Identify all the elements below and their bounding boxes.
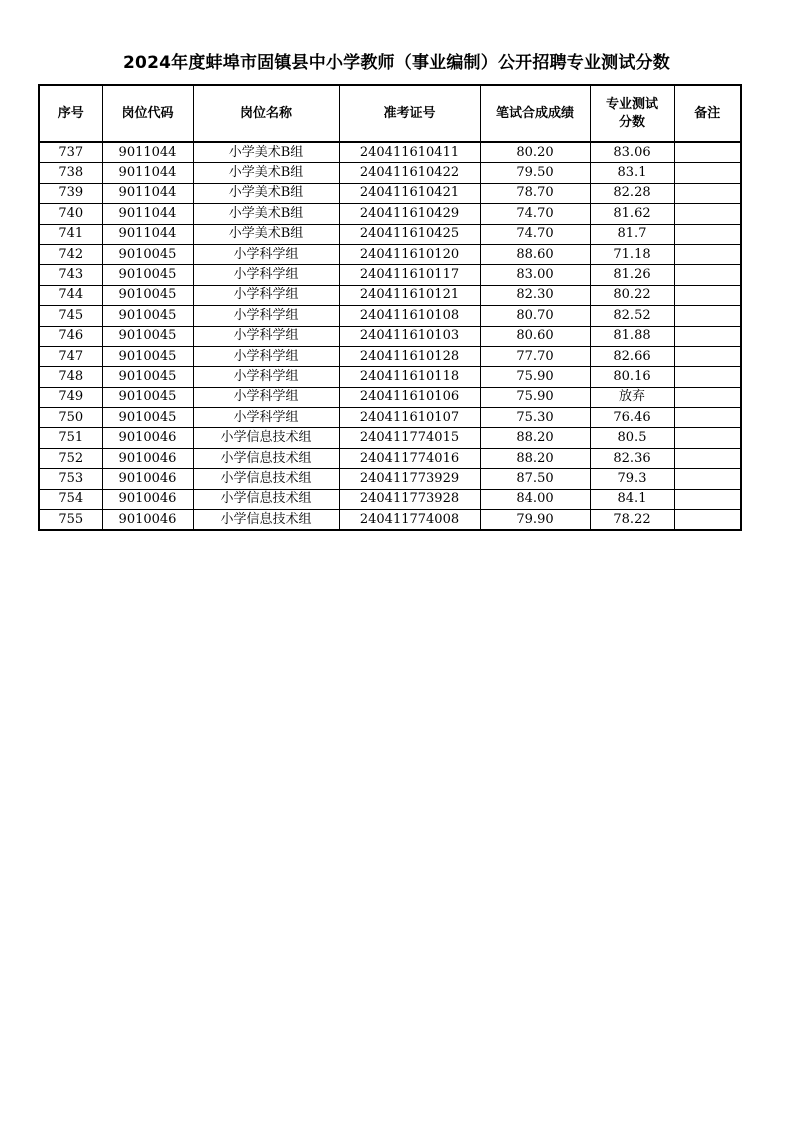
header-position-name: 岗位名称 bbox=[193, 85, 339, 142]
cell-written-score: 77.70 bbox=[480, 346, 590, 366]
cell-written-score: 75.90 bbox=[480, 387, 590, 407]
cell-position-name: 小学科学组 bbox=[193, 367, 339, 387]
table-row bbox=[39, 346, 741, 366]
cell-remarks bbox=[674, 142, 741, 163]
cell-position-name: 小学科学组 bbox=[193, 285, 339, 305]
cell-professional-score: 80.16 bbox=[590, 367, 674, 387]
cell-professional-score: 81.26 bbox=[590, 265, 674, 285]
cell-seq: 751 bbox=[39, 428, 102, 448]
cell-ticket-no: 240411610425 bbox=[339, 224, 480, 244]
cell-ticket-no: 240411773929 bbox=[339, 469, 480, 489]
cell-remarks bbox=[674, 265, 741, 285]
cell-ticket-no: 240411774008 bbox=[339, 510, 480, 531]
cell-ticket-no: 240411610121 bbox=[339, 285, 480, 305]
cell-remarks bbox=[674, 346, 741, 366]
cell-ticket-no: 240411610106 bbox=[339, 387, 480, 407]
header-remarks: 备注 bbox=[674, 85, 741, 142]
cell-remarks bbox=[674, 326, 741, 346]
cell-professional-score: 83.06 bbox=[590, 142, 674, 163]
table-body bbox=[39, 142, 741, 530]
cell-professional-score: 82.66 bbox=[590, 346, 674, 366]
header-seq: 序号 bbox=[39, 85, 102, 142]
table-row bbox=[39, 224, 741, 244]
cell-seq: 742 bbox=[39, 244, 102, 264]
cell-professional-score: 80.5 bbox=[590, 428, 674, 448]
table-row bbox=[39, 204, 741, 224]
cell-remarks bbox=[674, 367, 741, 387]
table-row bbox=[39, 489, 741, 509]
cell-position-name: 小学信息技术组 bbox=[193, 510, 339, 531]
cell-position-name: 小学美术B组 bbox=[193, 224, 339, 244]
cell-position-name: 小学信息技术组 bbox=[193, 469, 339, 489]
cell-professional-score: 82.28 bbox=[590, 183, 674, 203]
table-row bbox=[39, 285, 741, 305]
cell-position-code: 9010045 bbox=[102, 265, 193, 285]
cell-ticket-no: 240411610117 bbox=[339, 265, 480, 285]
cell-ticket-no: 240411773928 bbox=[339, 489, 480, 509]
cell-position-name: 小学美术B组 bbox=[193, 204, 339, 224]
cell-ticket-no: 240411610120 bbox=[339, 244, 480, 264]
header-row bbox=[39, 85, 741, 142]
table-row bbox=[39, 387, 741, 407]
cell-written-score: 82.30 bbox=[480, 285, 590, 305]
cell-seq: 745 bbox=[39, 306, 102, 326]
cell-ticket-no: 240411610107 bbox=[339, 408, 480, 428]
cell-written-score: 78.70 bbox=[480, 183, 590, 203]
cell-position-name: 小学信息技术组 bbox=[193, 428, 339, 448]
table-row bbox=[39, 448, 741, 468]
cell-ticket-no: 240411610429 bbox=[339, 204, 480, 224]
cell-seq: 747 bbox=[39, 346, 102, 366]
cell-position-name: 小学信息技术组 bbox=[193, 448, 339, 468]
cell-seq: 754 bbox=[39, 489, 102, 509]
cell-seq: 740 bbox=[39, 204, 102, 224]
cell-seq: 753 bbox=[39, 469, 102, 489]
cell-ticket-no: 240411610108 bbox=[339, 306, 480, 326]
cell-remarks bbox=[674, 428, 741, 448]
cell-professional-score: 71.18 bbox=[590, 244, 674, 264]
cell-professional-score: 84.1 bbox=[590, 489, 674, 509]
cell-written-score: 79.90 bbox=[480, 510, 590, 531]
cell-professional-score: 76.46 bbox=[590, 408, 674, 428]
cell-professional-score: 83.1 bbox=[590, 163, 674, 183]
cell-remarks bbox=[674, 204, 741, 224]
cell-written-score: 88.60 bbox=[480, 244, 590, 264]
header-professional-score-line1: 专业测试 bbox=[605, 96, 658, 112]
cell-ticket-no: 240411610422 bbox=[339, 163, 480, 183]
cell-remarks bbox=[674, 469, 741, 489]
cell-professional-score: 78.22 bbox=[590, 510, 674, 531]
cell-position-name: 小学科学组 bbox=[193, 408, 339, 428]
cell-remarks bbox=[674, 448, 741, 468]
cell-remarks bbox=[674, 224, 741, 244]
table-row bbox=[39, 469, 741, 489]
cell-position-name: 小学美术B组 bbox=[193, 163, 339, 183]
cell-remarks bbox=[674, 408, 741, 428]
cell-seq: 755 bbox=[39, 510, 102, 531]
cell-written-score: 88.20 bbox=[480, 428, 590, 448]
cell-professional-score: 82.52 bbox=[590, 306, 674, 326]
table-row bbox=[39, 163, 741, 183]
cell-remarks bbox=[674, 387, 741, 407]
cell-written-score: 83.00 bbox=[480, 265, 590, 285]
cell-professional-score: 80.22 bbox=[590, 285, 674, 305]
cell-written-score: 80.20 bbox=[480, 142, 590, 163]
cell-written-score: 74.70 bbox=[480, 204, 590, 224]
cell-position-code: 9010045 bbox=[102, 306, 193, 326]
cell-position-name: 小学科学组 bbox=[193, 326, 339, 346]
cell-position-name: 小学科学组 bbox=[193, 306, 339, 326]
cell-position-code: 9010046 bbox=[102, 510, 193, 531]
cell-position-code: 9011044 bbox=[102, 142, 193, 163]
table-row bbox=[39, 408, 741, 428]
cell-position-code: 9010045 bbox=[102, 285, 193, 305]
cell-position-code: 9010046 bbox=[102, 469, 193, 489]
cell-seq: 741 bbox=[39, 224, 102, 244]
cell-written-score: 74.70 bbox=[480, 224, 590, 244]
cell-remarks bbox=[674, 183, 741, 203]
cell-position-name: 小学美术B组 bbox=[193, 183, 339, 203]
cell-written-score: 88.20 bbox=[480, 448, 590, 468]
cell-seq: 744 bbox=[39, 285, 102, 305]
document-title: 2024年度蚌埠市固镇县中小学教师（事业编制）公开招聘专业测试分数 bbox=[123, 53, 670, 73]
cell-ticket-no: 240411610118 bbox=[339, 367, 480, 387]
cell-seq: 752 bbox=[39, 448, 102, 468]
cell-professional-score: 82.36 bbox=[590, 448, 674, 468]
cell-position-name: 小学科学组 bbox=[193, 346, 339, 366]
cell-ticket-no: 240411610103 bbox=[339, 326, 480, 346]
cell-remarks bbox=[674, 163, 741, 183]
header-professional-score-line2: 分数 bbox=[618, 114, 645, 130]
cell-ticket-no: 240411610411 bbox=[339, 142, 480, 163]
cell-position-code: 9011044 bbox=[102, 204, 193, 224]
cell-position-code: 9010045 bbox=[102, 387, 193, 407]
cell-position-code: 9010045 bbox=[102, 346, 193, 366]
cell-ticket-no: 240411774016 bbox=[339, 448, 480, 468]
cell-ticket-no: 240411610421 bbox=[339, 183, 480, 203]
score-table bbox=[38, 84, 742, 531]
table-row bbox=[39, 510, 741, 531]
cell-ticket-no: 240411610128 bbox=[339, 346, 480, 366]
cell-position-code: 9011044 bbox=[102, 183, 193, 203]
cell-position-name: 小学科学组 bbox=[193, 387, 339, 407]
cell-remarks bbox=[674, 285, 741, 305]
cell-position-code: 9011044 bbox=[102, 163, 193, 183]
cell-professional-score: 放弃 bbox=[590, 387, 674, 407]
table-row bbox=[39, 142, 741, 163]
cell-seq: 737 bbox=[39, 142, 102, 163]
cell-position-code: 9010046 bbox=[102, 448, 193, 468]
table-row bbox=[39, 367, 741, 387]
header-position-code: 岗位代码 bbox=[102, 85, 193, 142]
cell-professional-score: 81.88 bbox=[590, 326, 674, 346]
table-header bbox=[39, 85, 741, 142]
cell-position-code: 9010045 bbox=[102, 408, 193, 428]
cell-seq: 748 bbox=[39, 367, 102, 387]
header-ticket-no: 准考证号 bbox=[339, 85, 480, 142]
table-row bbox=[39, 244, 741, 264]
cell-remarks bbox=[674, 510, 741, 531]
cell-written-score: 87.50 bbox=[480, 469, 590, 489]
header-professional-score bbox=[590, 85, 674, 142]
table-row bbox=[39, 306, 741, 326]
table-row bbox=[39, 428, 741, 448]
cell-position-name: 小学信息技术组 bbox=[193, 489, 339, 509]
cell-written-score: 75.30 bbox=[480, 408, 590, 428]
cell-position-code: 9010045 bbox=[102, 367, 193, 387]
table-row bbox=[39, 326, 741, 346]
cell-position-name: 小学科学组 bbox=[193, 244, 339, 264]
cell-professional-score: 81.62 bbox=[590, 204, 674, 224]
cell-seq: 743 bbox=[39, 265, 102, 285]
cell-position-code: 9011044 bbox=[102, 224, 193, 244]
cell-written-score: 80.70 bbox=[480, 306, 590, 326]
cell-position-code: 9010046 bbox=[102, 428, 193, 448]
cell-written-score: 79.50 bbox=[480, 163, 590, 183]
cell-position-code: 9010045 bbox=[102, 244, 193, 264]
cell-position-name: 小学科学组 bbox=[193, 265, 339, 285]
cell-seq: 750 bbox=[39, 408, 102, 428]
table-row bbox=[39, 265, 741, 285]
cell-position-code: 9010045 bbox=[102, 326, 193, 346]
cell-professional-score: 81.7 bbox=[590, 224, 674, 244]
cell-written-score: 75.90 bbox=[480, 367, 590, 387]
cell-remarks bbox=[674, 244, 741, 264]
cell-professional-score: 79.3 bbox=[590, 469, 674, 489]
cell-ticket-no: 240411774015 bbox=[339, 428, 480, 448]
cell-seq: 739 bbox=[39, 183, 102, 203]
cell-written-score: 80.60 bbox=[480, 326, 590, 346]
cell-seq: 749 bbox=[39, 387, 102, 407]
cell-written-score: 84.00 bbox=[480, 489, 590, 509]
cell-seq: 738 bbox=[39, 163, 102, 183]
table-row bbox=[39, 183, 741, 203]
cell-position-name: 小学美术B组 bbox=[193, 142, 339, 163]
cell-remarks bbox=[674, 306, 741, 326]
header-written-score: 笔试合成成绩 bbox=[480, 85, 590, 142]
cell-remarks bbox=[674, 489, 741, 509]
cell-position-code: 9010046 bbox=[102, 489, 193, 509]
cell-seq: 746 bbox=[39, 326, 102, 346]
